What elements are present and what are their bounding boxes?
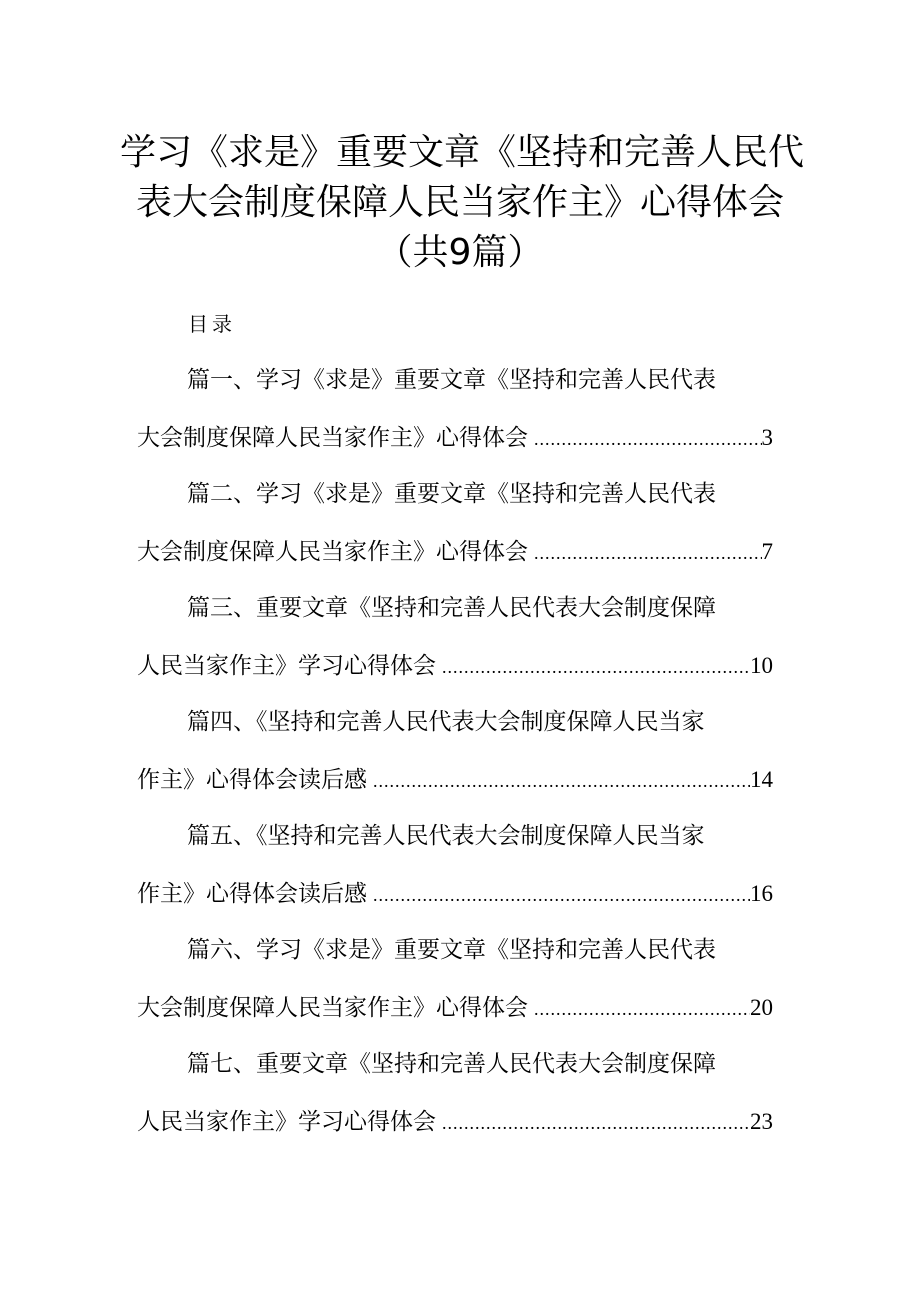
toc-page-number: 14	[750, 767, 773, 792]
toc-entry-3[interactable]	[137, 580, 773, 694]
title-line-3: （共9篇）	[376, 232, 544, 273]
toc-page-number: 20	[750, 995, 773, 1020]
toc-entry-title: 篇六、学习《求是》重要文章《坚持和完善人民代表	[187, 937, 716, 963]
table-of-contents	[137, 352, 773, 1150]
toc-page-number: 10	[750, 653, 773, 678]
toc-entry-7[interactable]	[137, 1036, 773, 1150]
toc-dot-leader	[442, 1095, 750, 1152]
toc-entry-title-continued: 作主》心得体会读后感	[137, 767, 367, 793]
toc-entry-title-continued: 大会制度保障人民当家作主》心得体会	[137, 425, 528, 451]
toc-entry-title-continued: 人民当家作主》学习心得体会	[137, 653, 436, 679]
toc-entry-6[interactable]	[137, 922, 773, 1036]
toc-heading: 目录	[188, 312, 236, 336]
title-line-1: 学习《求是》重要文章《坚持和完善人民代	[120, 132, 805, 173]
toc-dot-leader	[442, 639, 750, 696]
toc-entry-title-continued: 大会制度保障人民当家作主》心得体会	[137, 995, 528, 1021]
toc-entry-title: 篇四、《坚持和完善人民代表大会制度保障人民当家	[187, 709, 705, 735]
toc-entry-1[interactable]	[137, 352, 773, 466]
toc-page-number: 3	[761, 425, 773, 450]
toc-entry-4[interactable]	[137, 694, 773, 808]
toc-entry-title: 篇一、学习《求是》重要文章《坚持和完善人民代表	[187, 367, 716, 393]
toc-page-number: 7	[761, 539, 773, 564]
toc-entry-title: 篇二、学习《求是》重要文章《坚持和完善人民代表	[187, 481, 716, 507]
toc-entry-title-continued: 作主》心得体会读后感	[137, 881, 367, 907]
toc-entry-2[interactable]	[137, 466, 773, 580]
toc-entry-title: 篇五、《坚持和完善人民代表大会制度保障人民当家	[187, 823, 705, 849]
toc-dot-leader	[534, 411, 762, 468]
toc-page-number: 16	[750, 881, 773, 906]
toc-dot-leader	[534, 525, 762, 582]
toc-entry-title-continued: 大会制度保障人民当家作主》心得体会	[137, 539, 528, 565]
toc-entry-title-continued: 人民当家作主》学习心得体会	[137, 1109, 436, 1135]
toc-entry-title: 篇七、重要文章《坚持和完善人民代表大会制度保障	[187, 1051, 716, 1077]
toc-entry-5[interactable]	[137, 808, 773, 922]
toc-dot-leader	[373, 753, 750, 810]
toc-entry-title: 篇三、重要文章《坚持和完善人民代表大会制度保障	[187, 595, 716, 621]
toc-page-number: 23	[750, 1109, 773, 1134]
title-line-2: 表大会制度保障人民当家作主》心得体会	[135, 182, 784, 223]
toc-dot-leader	[373, 867, 750, 924]
toc-dot-leader	[534, 981, 750, 1038]
document-title	[120, 128, 805, 278]
